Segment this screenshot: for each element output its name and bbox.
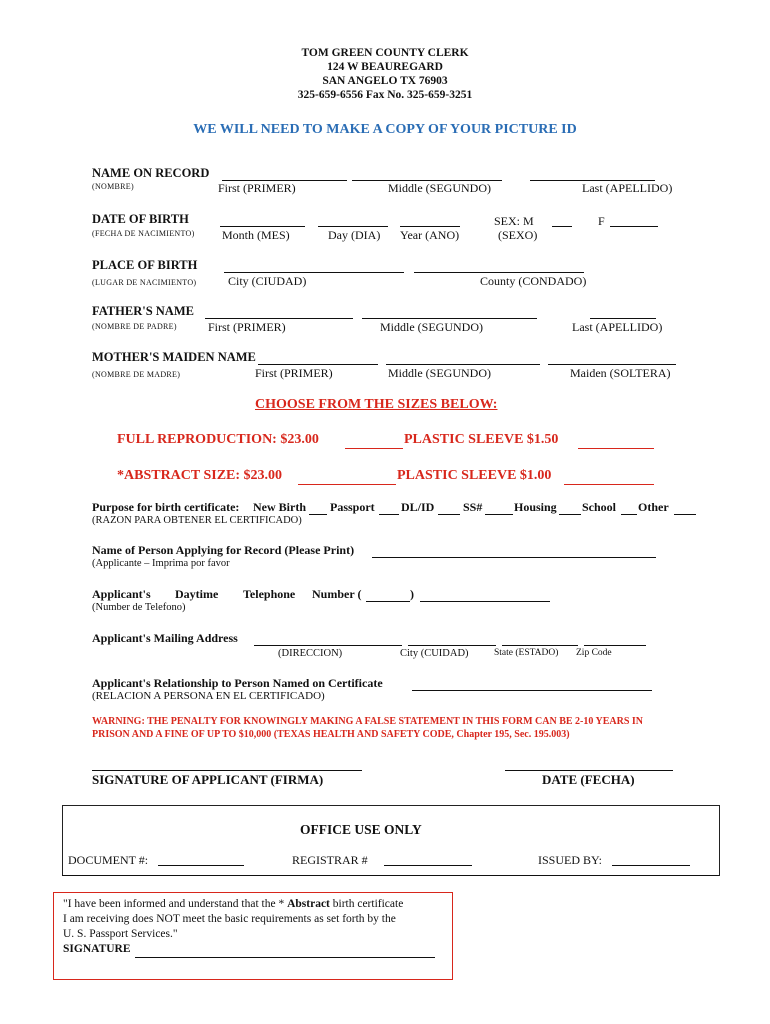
full-reproduction-label: FULL REPRODUCTION: $23.00: [117, 432, 319, 447]
father-middle-input[interactable]: [362, 306, 537, 319]
sex-f-label: F: [598, 214, 605, 228]
issued-by-line: [612, 865, 690, 866]
purpose-housing: Housing: [514, 500, 557, 514]
father-first-caption: First (PRIMER): [208, 320, 286, 334]
school-input[interactable]: [621, 502, 637, 515]
header-line-1: TOM GREEN COUNTY CLERK: [301, 47, 469, 59]
warning-line-1: WARNING: THE PENALTY FOR KNOWINGLY MAKING A FALSE STATEMENT IN THIS FORM CAN BE 2-10 YEARS IN: [92, 716, 644, 727]
dob-day-caption: Day (DIA): [328, 228, 381, 242]
mailing-city-caption: City (CUIDAD): [400, 648, 469, 659]
purpose-dl-id: DL/ID: [401, 500, 435, 514]
full-reproduction-input[interactable]: [345, 436, 403, 449]
issued-by-label: ISSUED BY:: [538, 853, 602, 867]
dob-label: DATE OF BIRTH: [92, 212, 189, 226]
sex-label: SEX: M: [494, 214, 534, 228]
purpose-ss: SS#: [463, 500, 483, 514]
header-line-4: 325-659-6556 Fax No. 325-659-3251: [297, 89, 473, 101]
registrar-line: [384, 865, 472, 866]
relationship-sub: (RELACION A PERSONA EN EL CERTIFICADO): [92, 690, 325, 702]
name-first-caption: First (PRIMER): [218, 181, 296, 195]
passport-notice-signature-label: SIGNATURE: [63, 943, 131, 955]
purpose-label: Purpose for birth certificate:: [92, 500, 240, 514]
applicant-name-label: Name of Person Applying for Record (Please Print): [92, 543, 355, 557]
dob-month-input[interactable]: [220, 214, 305, 227]
passport-notice-line-3: U. S. Passport Services.": [63, 928, 178, 940]
signature-input[interactable]: [92, 758, 362, 771]
telephone-sub: (Number de Telefono): [92, 602, 186, 613]
dob-day-input[interactable]: [318, 214, 388, 227]
office-use-title: OFFICE USE ONLY: [300, 822, 422, 837]
telephone-label-1: Applicant's: [92, 587, 151, 601]
full-sleeve-input[interactable]: [578, 436, 654, 449]
passport-notice-line-2: I am receiving does NOT meet the basic requirements as set forth by the: [63, 913, 396, 925]
passport-notice-signature-input[interactable]: [135, 945, 435, 958]
applicant-name-sub: (Applicante – Imprima por favor: [92, 558, 230, 569]
abstract-size-label: *ABSTRACT SIZE: $23.00: [117, 468, 283, 483]
document-label: DOCUMENT #:: [68, 853, 149, 867]
mother-middle-input[interactable]: [386, 352, 540, 365]
purpose-school: School: [582, 500, 617, 514]
notice-line-1-a: "I have been informed and understand that the *: [63, 898, 288, 910]
ss-input[interactable]: [485, 502, 513, 515]
dob-year-input[interactable]: [400, 214, 460, 227]
purpose-new-birth: New Birth: [253, 500, 306, 514]
registrar-label: REGISTRAR #: [292, 853, 368, 867]
relationship-input[interactable]: [412, 678, 652, 691]
dl-id-input[interactable]: [438, 502, 460, 515]
sex-sub: (SEXO): [498, 228, 538, 242]
office-box-bottom-rule: [62, 875, 719, 876]
pob-city-caption: City (CIUDAD): [228, 274, 307, 288]
father-middle-caption: Middle (SEGUNDO): [380, 320, 483, 334]
mother-maiden-input[interactable]: [548, 352, 676, 365]
abstract-size-input[interactable]: [298, 472, 396, 485]
picture-id-notice: WE WILL NEED TO MAKE A COPY OF YOUR PICTURE ID: [193, 122, 577, 137]
mailing-address-caption: (DIRECCION): [278, 648, 343, 659]
mailing-label: Applicant's Mailing Address: [92, 631, 238, 645]
abstract-sleeve-label: PLASTIC SLEEVE $1.00: [397, 468, 552, 483]
dob-month-caption: Month (MES): [222, 228, 290, 242]
purpose-sub: (RAZON PARA OBTENER EL CERTIFICADO): [92, 515, 302, 526]
header-line-3: SAN ANGELO TX 76903: [322, 75, 448, 87]
pob-label: PLACE OF BIRTH: [92, 258, 198, 272]
housing-input[interactable]: [559, 502, 581, 515]
sex-f-input[interactable]: [610, 214, 658, 227]
telephone-label-5: ): [410, 587, 414, 601]
mother-maiden-caption: Maiden (SOLTERA): [570, 366, 671, 380]
signature-label: SIGNATURE OF APPLICANT (FIRMA): [92, 772, 324, 787]
other-input[interactable]: [674, 502, 696, 515]
telephone-label-3: Telephone: [243, 587, 296, 601]
notice-line-1-c: birth certificate: [329, 898, 404, 910]
name-on-record-sub: (NOMBRE): [92, 182, 134, 191]
abstract-sleeve-input[interactable]: [564, 472, 654, 485]
mother-first-caption: First (PRIMER): [255, 366, 333, 380]
father-last-caption: Last (APELLIDO): [572, 320, 663, 334]
dob-year-caption: Year (ANO): [400, 228, 460, 242]
mother-name-sub: (NOMBRE DE MADRE): [92, 370, 181, 379]
mailing-state-input[interactable]: [502, 633, 578, 646]
telephone-label-4: Number (: [312, 587, 362, 601]
sex-m-input[interactable]: [552, 214, 572, 227]
pob-city-input[interactable]: [224, 260, 404, 273]
purpose-other: Other: [638, 500, 669, 514]
mother-first-input[interactable]: [258, 352, 378, 365]
pob-sub: (LUGAR DE NACIMIENTO): [92, 278, 197, 287]
telephone-input[interactable]: [420, 589, 550, 602]
sizes-heading: CHOOSE FROM THE SIZES BELOW:: [255, 397, 498, 412]
father-first-input[interactable]: [205, 306, 353, 319]
name-middle-caption: Middle (SEGUNDO): [388, 181, 491, 195]
mother-middle-caption: Middle (SEGUNDO): [388, 366, 491, 380]
name-first-input[interactable]: [222, 168, 347, 181]
purpose-passport: Passport: [330, 500, 375, 514]
applicant-name-input[interactable]: [372, 545, 656, 558]
father-name-sub: (NOMBRE DE PADRE): [92, 322, 177, 331]
pob-county-input[interactable]: [414, 260, 584, 273]
mother-name-label: MOTHER'S MAIDEN NAME: [92, 350, 256, 364]
passport-notice-line-1: [63, 898, 403, 910]
notice-abstract-word: Abstract: [287, 898, 330, 910]
date-input[interactable]: [505, 758, 673, 771]
pob-county-caption: County (CONDADO): [480, 274, 587, 288]
father-name-label: FATHER'S NAME: [92, 304, 194, 318]
area-code-input[interactable]: [366, 589, 410, 602]
dob-sub: (FECHA DE NACIMIENTO): [92, 229, 195, 238]
date-label: DATE (FECHA): [542, 772, 635, 787]
name-middle-input[interactable]: [352, 168, 502, 181]
mailing-zip-input[interactable]: [584, 633, 646, 646]
mailing-city-input[interactable]: [408, 633, 496, 646]
full-sleeve-label: PLASTIC SLEEVE $1.50: [404, 432, 559, 447]
mailing-address-input[interactable]: [254, 633, 402, 646]
warning-line-2: PRISON AND A FINE OF UP TO $10,000 (TEXAS HEALTH AND SAFETY CODE, Chapter 195, Sec. 195.003): [92, 729, 570, 740]
name-on-record-label: NAME ON RECORD: [92, 166, 210, 180]
document-line: [158, 865, 244, 866]
mailing-zip-caption: Zip Code: [576, 648, 612, 658]
name-last-caption: Last (APELLIDO): [582, 181, 673, 195]
relationship-label: Applicant's Relationship to Person Named on Certificate: [92, 676, 383, 690]
header-line-2: 124 W BEAUREGARD: [327, 61, 443, 73]
passport-input[interactable]: [379, 502, 399, 515]
new-birth-input[interactable]: [309, 502, 327, 515]
telephone-label-2: Daytime: [175, 587, 219, 601]
father-last-input[interactable]: [590, 306, 656, 319]
name-last-input[interactable]: [530, 168, 655, 181]
mailing-state-caption: State (ESTADO): [494, 648, 559, 658]
